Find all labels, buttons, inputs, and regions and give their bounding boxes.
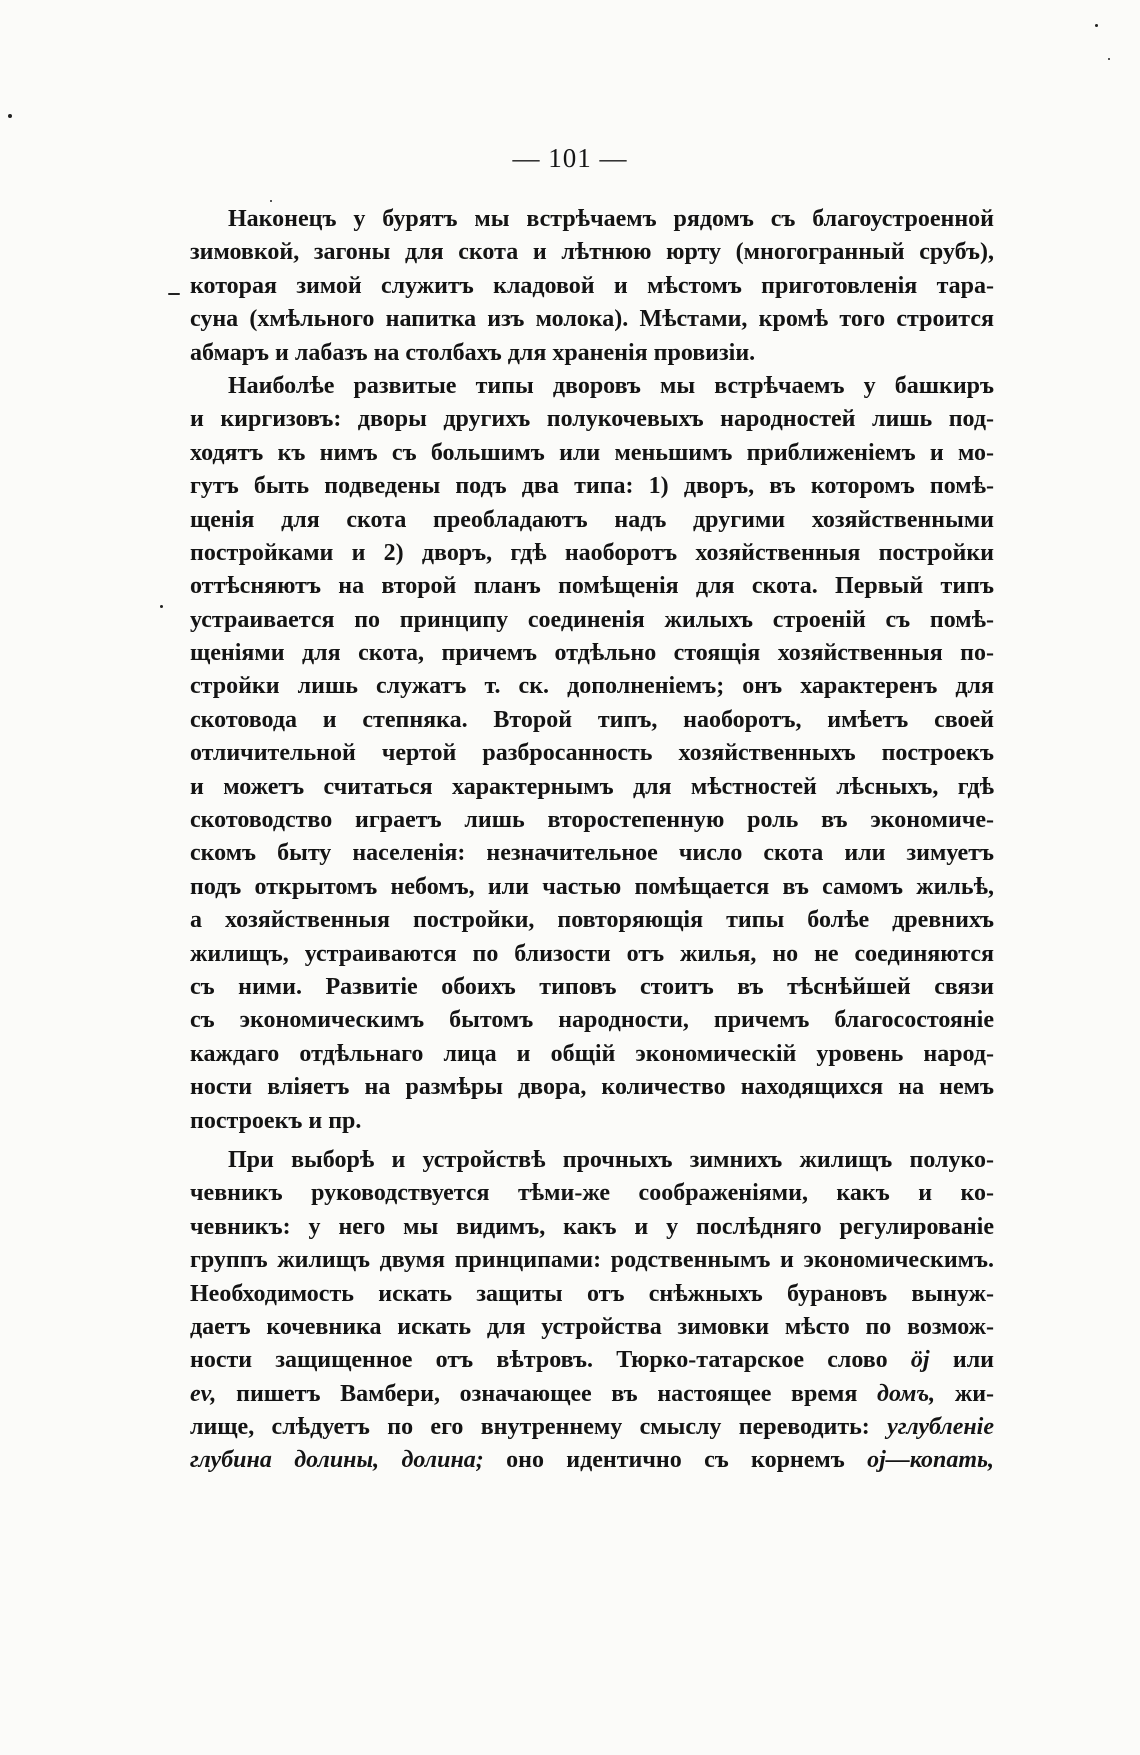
italic-word: углубленіе xyxy=(887,1414,994,1441)
text-line: построекъ и пр. xyxy=(190,1107,362,1134)
page-number: — 101 — xyxy=(512,143,628,173)
text-line: При выборѣ и устройствѣ прочныхъ зимнихъ жилищъ полуко- xyxy=(228,1146,994,1173)
text-line: стройки лишь служатъ т. ск. дополненіемъ; онъ характеренъ для xyxy=(190,673,994,700)
italic-word: ev, xyxy=(190,1380,217,1407)
text-line: и можетъ считаться характернымъ для мѣстностей лѣсныхъ, гдѣ xyxy=(190,773,994,800)
text-line xyxy=(190,1378,994,1411)
text-segment: пишетъ Вамбери, означающее въ настоящее время xyxy=(236,1380,858,1407)
text-line: оттѣсняютъ на второй планъ помѣщенія для скота. Первый типъ xyxy=(190,573,994,600)
text-line: жилищъ, устраиваются по близости отъ жилья, но не соединяются xyxy=(190,940,994,967)
page-body xyxy=(190,203,994,1478)
text-segment: оно идентично съ корнемъ xyxy=(506,1447,845,1474)
italic-word: ӧј xyxy=(910,1347,930,1374)
text-line: зимовкой, загоны для скота и лѣтнюю юрту (многогранный срубъ), xyxy=(190,239,994,266)
text-line: щеніями для скота, причемъ отдѣльно стоящія хозяйственныя по- xyxy=(190,640,994,667)
paragraph-courtyard-types xyxy=(190,370,994,1138)
text-line: каждаго отдѣльнаго лица и общій экономическій уровень народ- xyxy=(190,1040,994,1067)
scan-speck xyxy=(168,293,180,295)
text-segment: лище, слѣдуетъ по его внутреннему смыслу переводить: xyxy=(190,1414,870,1441)
italic-word: ој—копать, xyxy=(867,1447,994,1474)
text-line: чевникъ руководствуется тѣми-же соображеніями, какъ и ко- xyxy=(190,1180,994,1207)
text-line xyxy=(190,1444,994,1477)
text-line: скомъ быту населенія: незначительное число скота или зимуетъ xyxy=(190,840,994,867)
text-line: которая зимой служитъ кладовой и мѣстомъ приготовленія тара- xyxy=(190,272,994,299)
text-line: ходятъ къ нимъ съ большимъ или меньшимъ приближеніемъ и мо- xyxy=(190,439,994,466)
text-line: устраивается по принципу соединенія жилыхъ строеній съ помѣ- xyxy=(190,606,994,633)
text-line xyxy=(190,1411,994,1444)
scan-speck xyxy=(1095,24,1098,27)
text-line: Наконецъ у бурятъ мы встрѣчаемъ рядомъ съ благоустроенной xyxy=(228,206,994,232)
text-line: отличительной чертой разбросанность хозяйственныхъ построекъ xyxy=(190,740,994,767)
text-segment: жи- xyxy=(954,1380,994,1407)
text-line: даетъ кочевника искать для устройства зимовки мѣсто по возмож- xyxy=(190,1313,994,1340)
text-line: суна (хмѣльного напитка изъ молока). Мѣстами, кромѣ того строится xyxy=(190,306,994,333)
text-line: группъ жилищъ двумя принципами: родственнымъ и экономическимъ. xyxy=(190,1247,994,1274)
scan-speck xyxy=(270,200,272,202)
text-line: гутъ быть подведены подъ два типа: 1) дворъ, въ которомъ помѣ- xyxy=(190,473,994,500)
paragraph-buryat xyxy=(190,203,994,370)
text-line: подъ открытомъ небомъ, или частью помѣщается въ самомъ жильѣ, xyxy=(190,873,994,900)
text-line: ности вліяетъ на размѣры двора, количество находящихся на немъ xyxy=(190,1074,994,1101)
text-line: чевникъ: у него мы видимъ, какъ и у послѣдняго регулированіе xyxy=(190,1213,994,1240)
italic-phrase: глубина долины, долина; xyxy=(190,1447,484,1474)
scan-speck xyxy=(1108,58,1110,60)
text-line: Наиболѣе развитые типы дворовъ мы встрѣчаемъ у башкиръ xyxy=(228,372,994,399)
italic-word: домъ, xyxy=(877,1380,936,1407)
text-line: скотоводство играетъ лишь второстепенную роль въ экономиче- xyxy=(190,807,994,834)
text-line: съ ними. Развитіе обоихъ типовъ стоитъ въ тѣснѣйшей связи xyxy=(190,973,994,1000)
text-line: постройками и 2) дворъ, гдѣ наоборотъ хозяйственныя постройки xyxy=(190,539,994,566)
scan-speck xyxy=(160,605,163,608)
text-line: съ экономическимъ бытомъ народности, причемъ благосостояніе xyxy=(190,1007,994,1034)
text-line: Необходимость искать защиты отъ снѣжныхъ бурановъ вынуж- xyxy=(190,1280,994,1307)
paragraph-winter-dwellings xyxy=(190,1144,994,1478)
text-line: абмаръ и лабазъ на столбахъ для храненія провизіи. xyxy=(190,339,756,366)
text-line: и киргизовъ: дворы другихъ полукочевыхъ народностей лишь под- xyxy=(190,406,994,433)
text-line: скотовода и степняка. Второй типъ, наоборотъ, имѣетъ своей xyxy=(190,706,994,733)
text-line: а хозяйственныя постройки, повторяющія типы болѣе древнихъ xyxy=(190,907,994,934)
text-segment: ности защищенное отъ вѣтровъ. Тюрко-татарское слово xyxy=(190,1347,888,1374)
text-segment: или xyxy=(952,1347,994,1374)
text-line: щенія для скота преобладаютъ надъ другими хозяйственными xyxy=(190,506,994,533)
scan-speck xyxy=(8,114,12,118)
text-line xyxy=(190,1344,994,1377)
